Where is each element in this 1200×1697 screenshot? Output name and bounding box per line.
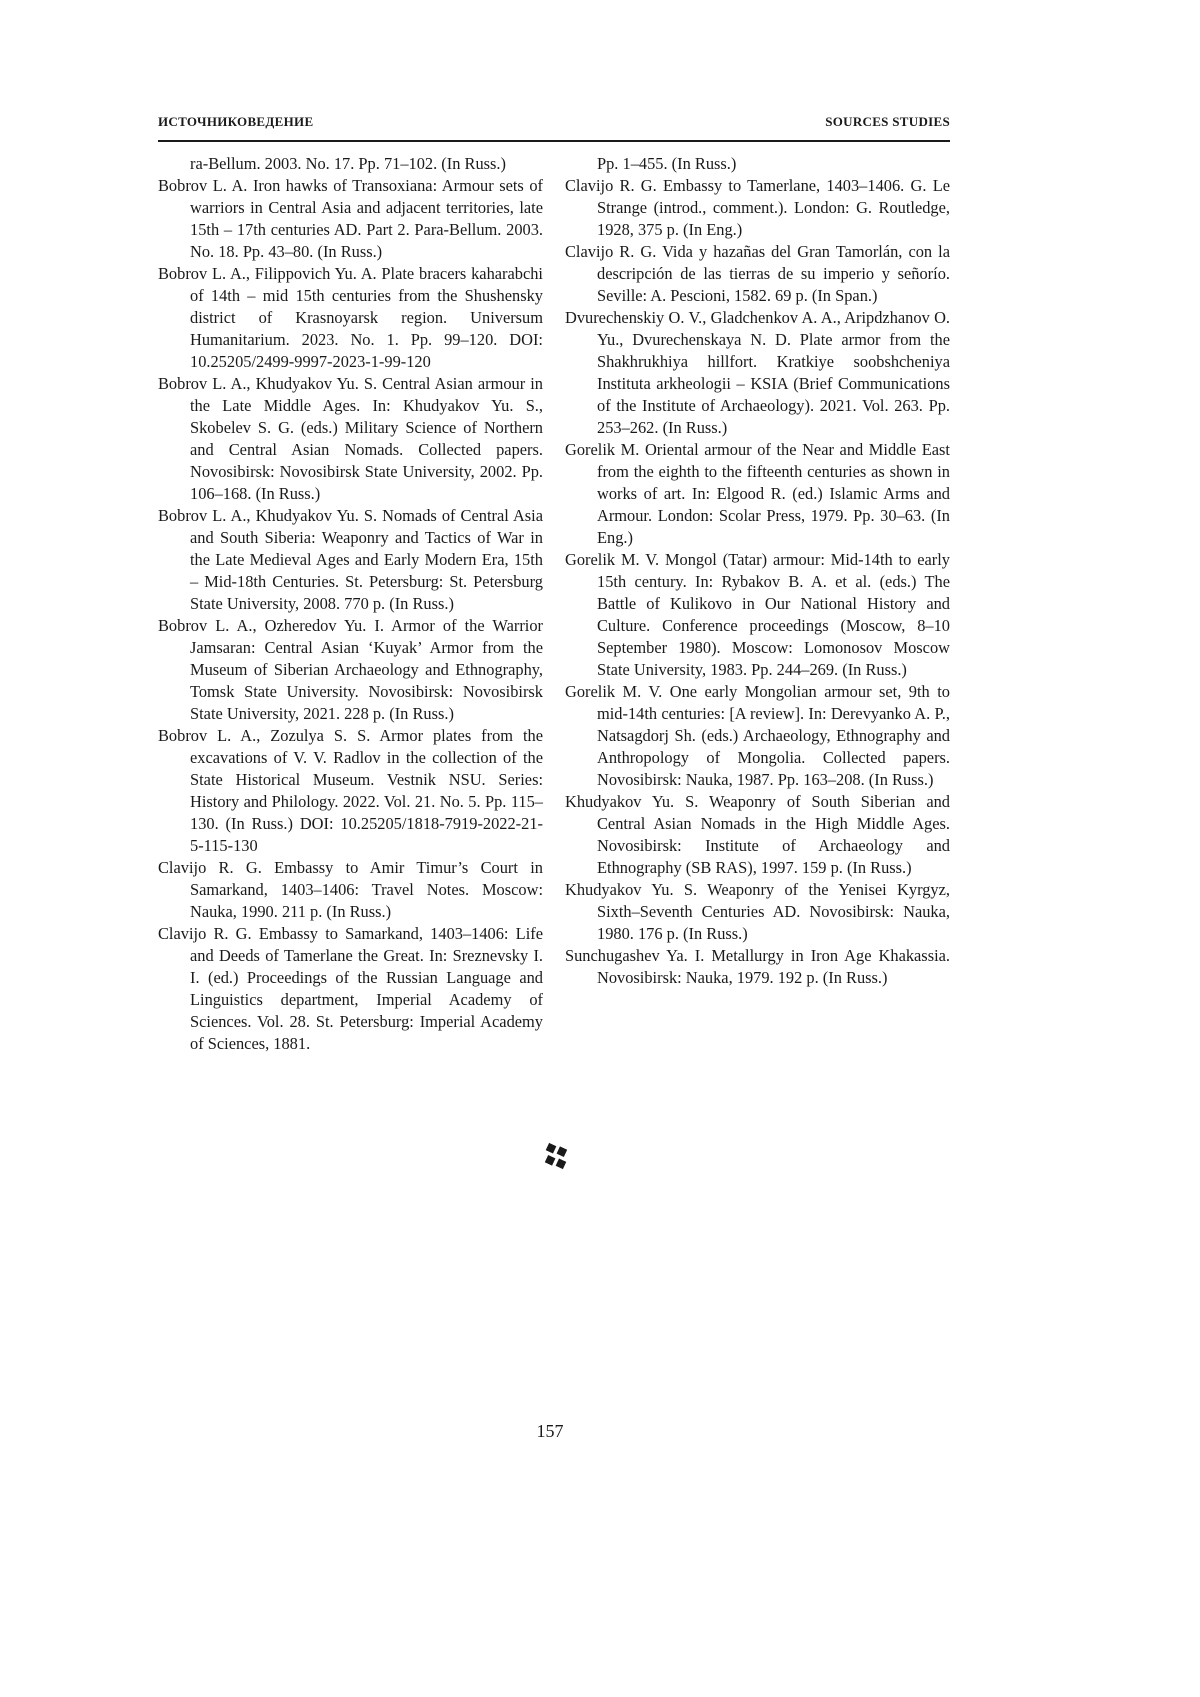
reference-entry: Clavijo R. G. Embassy to Tamerlane, 1403–1406. G. Le Strange (introd., comment.). London: G. Routledge, 1928, 375 p. (In Eng.) <box>565 176 950 239</box>
four-diamond-ornament-icon <box>541 1141 571 1171</box>
header-rule <box>158 140 950 142</box>
reference-entry: Bobrov L. A., Khudyakov Yu. S. Central Asian armour in the Late Middle Ages. In: Khudyakov Yu. S., Skobelev S. G. (eds.) Military Science of Northern and Central Asian Nomads. Collected papers. Novosibirsk: Novosibirsk State University, 2002. Pp. 106–168. (In Russ.) <box>158 374 543 503</box>
reference-entry: Clavijo R. G. Embassy to Samarkand, 1403–1406: Life and Deeds of Tamerlane the Great. In: Sreznevsky I. I. (ed.) Proceedings of the Russian Language and Linguistics department, Imperial Academy of Sciences. Vol. 28. St. Petersburg: Imperial Academy of Sciences, 1881. <box>158 924 543 1053</box>
reference-entry: Sunchugashev Ya. I. Metallurgy in Iron Age Khakassia. Novosibirsk: Nauka, 1979. 192 p. (In Russ.) <box>565 946 950 987</box>
reference-entry: Clavijo R. G. Vida y hazañas del Gran Tamorlán, con la descripción de las tierras de su imperio y señorío. Seville: A. Pescioni, 1582. 69 p. (In Span.) <box>565 242 950 305</box>
running-header <box>158 114 950 132</box>
reference-entry: Khudyakov Yu. S. Weaponry of South Siberian and Central Asian Nomads in the High Middle Ages. Novosibirsk: Institute of Archaeology and Ethnography (SB RAS), 1997. 159 p. (In Russ.) <box>565 792 950 877</box>
reference-entry: Pp. 1–455. (In Russ.) <box>597 154 737 173</box>
reference-entry: Bobrov L. A., Filippovich Yu. A. Plate bracers kaharabchi of 14th – mid 15th centuries from the Shushensky district of Krasnoyarsk region. Universum Humanitarium. 2023. No. 1. Pp. 99–120. DOI: 10.25205/2499-9997-2023-1-99-120 <box>158 264 543 371</box>
header-section-title: ИСТОЧНИКОВЕДЕНИЕ <box>158 114 314 129</box>
reference-entry: Clavijo R. G. Embassy to Amir Timur’s Court in Samarkand, 1403–1406: Travel Notes. Moscow: Nauka, 1990. 211 p. (In Russ.) <box>158 858 543 921</box>
references-left-column <box>158 153 543 1055</box>
page-number: 157 <box>536 1421 564 1441</box>
reference-entry: Bobrov L. A., Zozulya S. S. Armor plates from the excavations of V. V. Radlov in the collection of the State Historical Museum. Vestnik NSU. Series: History and Philology. 2022. Vol. 21. No. 5. Pp. 115–130. (In Russ.) DOI: 10.25205/1818-7919-2022-21-5-115-130 <box>158 726 543 855</box>
reference-entry: Bobrov L. A., Ozheredov Yu. I. Armor of the Warrior Jamsaran: Central Asian ‘Kuyak’ Armor from the Museum of Siberian Archaeology and Ethnography, Tomsk State University. Novosibirsk: Novosibirsk State University, 2021. 228 p. (In Russ.) <box>158 616 543 723</box>
reference-entry: Gorelik M. Oriental armour of the Near and Middle East from the eighth to the fifteenth centuries as shown in works of art. In: Elgood R. (ed.) Islamic Arms and Armour. London: Scolar Press, 1979. Pp. 30–63. (In Eng.) <box>565 440 950 547</box>
references-right-column <box>565 153 950 989</box>
header-section-title-english: SOURCES STUDIES <box>825 114 950 129</box>
reference-entry: Gorelik M. V. One early Mongolian armour set, 9th to mid-14th centuries: [A review]. In: Derevyanko A. P., Natsagdorj Sh. (eds.) Archaeology, Ethnography and Anthropology of Mongolia. Collected papers. Novosibirsk: Nauka, 1987. Pp. 163–208. (In Russ.) <box>565 682 950 789</box>
reference-entry: ra-Bellum. 2003. No. 17. Pp. 71–102. (In Russ.) <box>190 154 506 173</box>
reference-entry: Dvurechenskiy O. V., Gladchenkov A. A., Aripdzhanov O. Yu., Dvurechenskaya N. D. Plate armor from the Shakhrukhiya hillfort. Kratkiye soobshcheniya Instituta arkheologii – KSIA (Brief Communications of the Institute of Archaeology). 2021. Vol. 263. Pp. 253–262. (In Russ.) <box>565 308 950 437</box>
reference-entry: Bobrov L. A., Khudyakov Yu. S. Nomads of Central Asia and South Siberia: Weaponry and Tactics of War in the Late Medieval Ages and Early Modern Era, 15th – Mid-18th Centuries. St. Petersburg: St. Petersburg State University, 2008. 770 p. (In Russ.) <box>158 506 543 613</box>
reference-entry: Khudyakov Yu. S. Weaponry of the Yenisei Kyrgyz, Sixth–Seventh Centuries AD. Novosibirsk: Nauka, 1980. 176 p. (In Russ.) <box>565 880 950 943</box>
reference-entry: Bobrov L. A. Iron hawks of Transoxiana: Armour sets of warriors in Central Asia and adjacent territories, late 15th – 17th centuries AD. Part 2. Para-Bellum. 2003. No. 18. Pp. 43–80. (In Russ.) <box>158 176 543 261</box>
reference-entry: Gorelik M. V. Mongol (Tatar) armour: Mid-14th to early 15th century. In: Rybakov B. A. et al. (eds.) The Battle of Kulikovo in Our National History and Culture. Conference proceedings (Moscow, 8–10 September 1980). Moscow: Lomonosov Moscow State University, 1983. Pp. 244–269. (In Russ.) <box>565 550 950 679</box>
